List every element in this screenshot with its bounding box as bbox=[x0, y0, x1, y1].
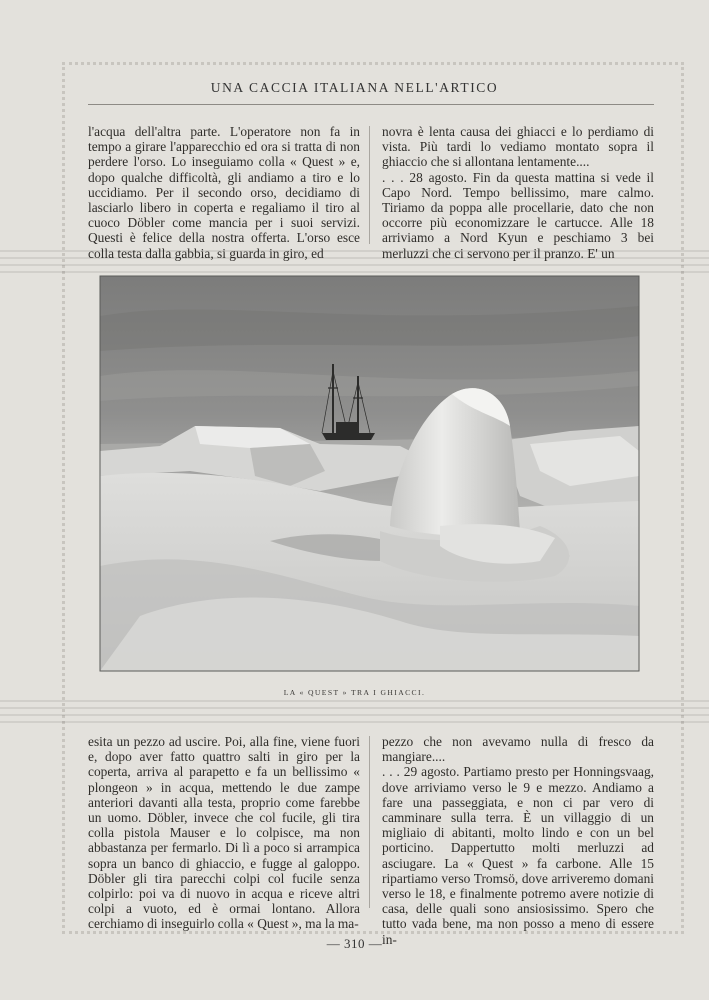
show-through bbox=[0, 250, 709, 276]
paragraph: . . . 28 agosto. Fin da questa mattina si vede il Capo Nord. Tempo bellissimo, mare calmo. Tiriamo da poppa alle procellarie, dato che non occorre più economizzare le cartucce. Alle 18 arriviamo a Nord Kyun e peschiamo 3 bei merluzzi che ci servono per il pranzo. E' un bbox=[382, 169, 654, 261]
column-divider bbox=[369, 736, 370, 908]
photo-illustration bbox=[100, 276, 639, 671]
paragraph: . . . 29 agosto. Partiamo presto per Honningsvaag, dove arriviamo verso le 9 e mezzo. Andiamo a fare una passeggiata, e non ci par vero di camminare sulla terra. È un villaggio di un migliaio di abitanti, molto lindo e con un bel porticino. Dappertutto molti merluzzi ad asciugare. La « Quest » fa carbone. Alle 15 ripartiamo verso Tromsö, dove arriveremo domani verso le 18, e finalmente potremo avere notizie di casa, delle quali sono ansiosissimo. Spero che tutto vada bene, ma non posso a meno di essere in- bbox=[382, 764, 654, 947]
column-top-right bbox=[382, 124, 654, 261]
photo-quest-in-ice bbox=[100, 276, 639, 671]
header-rule bbox=[88, 104, 654, 105]
running-head: UNA CACCIA ITALIANA NELL'ARTICO bbox=[210, 80, 499, 95]
paragraph: novra è lenta causa dei ghiacci e lo perdiamo di vista. Più tardi lo vediamo montato sopra il ghiaccio che si allontana lentamente.... bbox=[382, 124, 654, 170]
page-number: — 310 — bbox=[326, 936, 383, 951]
photo-caption: LA « QUEST » TRA I GHIACCI. bbox=[283, 688, 426, 697]
column-top-left bbox=[88, 124, 360, 261]
paragraph: l'acqua dell'altra parte. L'operatore non fa in tempo a girare l'apparecchio ed ora si tratta di non perdere l'orso. Lo inseguiamo colla « Quest » e, dopo qualche difficoltà, gli andiamo a tiro e lo uccidiamo. Per il secondo orso, decidiamo di lasciarlo libero in coperta e regaliamo il tiro al cuoco Döbler come mancia per i suoi servizi. Questi è felice della nostra offerta. L'orso esce colla testa dalla gabbia, si guarda in giro, ed bbox=[88, 124, 360, 261]
column-bottom-left bbox=[88, 734, 360, 932]
show-through bbox=[0, 700, 709, 726]
column-bottom-right bbox=[382, 734, 654, 947]
paragraph: pezzo che non avevamo nulla di fresco da mangiare.... bbox=[382, 734, 654, 765]
paragraph: esita un pezzo ad uscire. Poi, alla fine, viene fuori e, dopo aver fatto quattro salti in giro per la coperta, arriva al parapetto e fa un bellissimo « plongeon » in acqua, mettendo le due zampe anteriori davanti alla testa, proprio come farebbe un uomo. Döbler, invece che col fucile, gli tira colla pistola Mauser e lo colpisce, ma non abbastanza per fermarlo. Di lì a poco si arrampica sopra un banco di ghiaccio, e fugge al galoppo. Döbler gli tira parecchi colpi col fucile senza colpirlo: poi va di nuovo in acqua e riceve altri colpi a vuoto, ed è ormai lontano. Allora cerchiamo di inseguirlo colla « Quest », ma la ma- bbox=[88, 734, 360, 932]
column-divider bbox=[369, 126, 370, 244]
